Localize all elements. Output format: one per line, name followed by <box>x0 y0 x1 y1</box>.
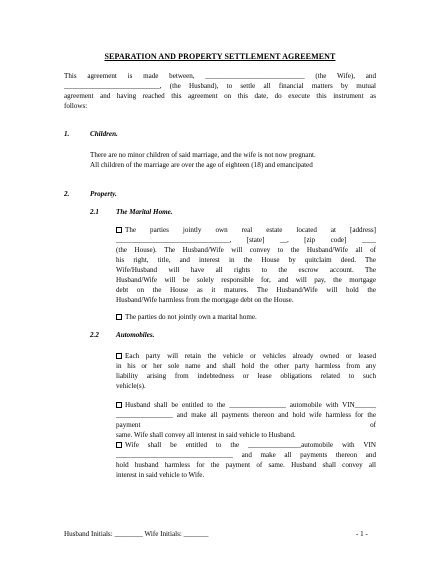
automobiles-option-3 <box>116 440 376 480</box>
document-title: SEPARATION AND PROPERTY SETTLEMENT AGREEMENT <box>104 52 336 61</box>
intro-paragraph <box>64 71 376 111</box>
paragraph-line: debt on the House as it matures. The Husband/Wife will hold the <box>116 286 376 294</box>
paragraph-line: same. Wife shall convey all interest in said vehicle to Husband. <box>116 431 296 439</box>
paragraph-line: Each party will retain the vehicle or vehicles already owned or leased <box>125 352 376 360</box>
marital-home-option-2 <box>116 312 376 322</box>
marital-home-option-1 <box>116 225 376 305</box>
intro-line: This agreement is made between, ____________________________ (the Wife), and <box>64 72 376 80</box>
paragraph-line: Wife/Husband will have all rights to the escrow account. The <box>116 266 376 274</box>
automobiles-option-1 <box>116 351 376 391</box>
section-number: 2. <box>64 190 70 198</box>
children-paragraph <box>90 150 378 170</box>
paragraph-line: The parties jointly own real estate located at [address] <box>125 226 376 234</box>
paragraph-line: Wife shall be entitled to the _______________automobile with VIN <box>125 441 376 449</box>
page-number: - 1 - <box>356 530 368 538</box>
intro-line: follows: <box>64 102 88 110</box>
checkbox[interactable] <box>116 314 122 320</box>
checkbox[interactable] <box>116 402 122 408</box>
footer-initials: Husband Initials: ________ Wife Initials: _______ <box>64 530 209 538</box>
paragraph-line: There are no minor children of said marriage, and the wife is not now pregnant. <box>90 151 316 159</box>
intro-line: ___________________________, (the Husband), to settle all financial matters by mutual <box>64 82 376 90</box>
checkbox[interactable] <box>116 227 122 233</box>
paragraph-line: interest in said vehicle to Wife. <box>116 471 205 479</box>
paragraph-line: ________________ and make all payments thereon and hold wife harmless for the payment of <box>116 411 376 429</box>
paragraph-line: _________________________________ and make all payments thereon and <box>116 451 376 459</box>
section-heading-property: Property. <box>90 190 117 198</box>
paragraph-line: The parties do not jointly own a marital home. <box>125 313 257 321</box>
paragraph-line: Husband/Wife will be solely responsible for, and will pay, the mortgage <box>116 276 376 284</box>
subsection-heading-automobiles: Automobiles. <box>116 331 155 339</box>
paragraph-line: his right, title, and interest in the House by quitclaim deed. The <box>116 256 376 264</box>
subsection-heading-marital-home: The Marital Home. <box>116 208 173 216</box>
subsection-number: 2.2 <box>90 331 99 339</box>
section-heading-children: Children. <box>90 130 118 138</box>
automobiles-option-2 <box>116 400 376 440</box>
subsection-number: 2.1 <box>90 208 99 216</box>
paragraph-line: in his or her sole name and shall hold the other party harmless from any <box>116 362 376 370</box>
paragraph-line: (the House). The Husband/Wife will convey to the Husband/Wife all of <box>116 246 376 254</box>
paragraph-line: Husband shall be entitled to the ________________ automobile with VIN______ <box>125 401 376 409</box>
paragraph-line: hold husband harmless for the payment of same. Husband shall convey all <box>116 461 376 469</box>
paragraph-line: vehicle(s). <box>116 382 146 390</box>
paragraph-line: All children of the marriage are over the age of eighteen (18) and emancipated <box>90 161 313 169</box>
checkbox[interactable] <box>116 353 122 359</box>
paragraph-line: liability arising from indebtedness or lease obligations related to such <box>116 372 376 380</box>
section-number: 1. <box>64 130 70 138</box>
paragraph-line: Husband/Wife harmless from the mortgage debt on the House. <box>116 296 294 304</box>
intro-line: agreement and having reached this agreement on this date, do execute this instrument as <box>64 92 376 100</box>
paragraph-line: ________________________________, [state] __, [zip code] ____ <box>116 236 376 244</box>
checkbox[interactable] <box>116 442 122 448</box>
